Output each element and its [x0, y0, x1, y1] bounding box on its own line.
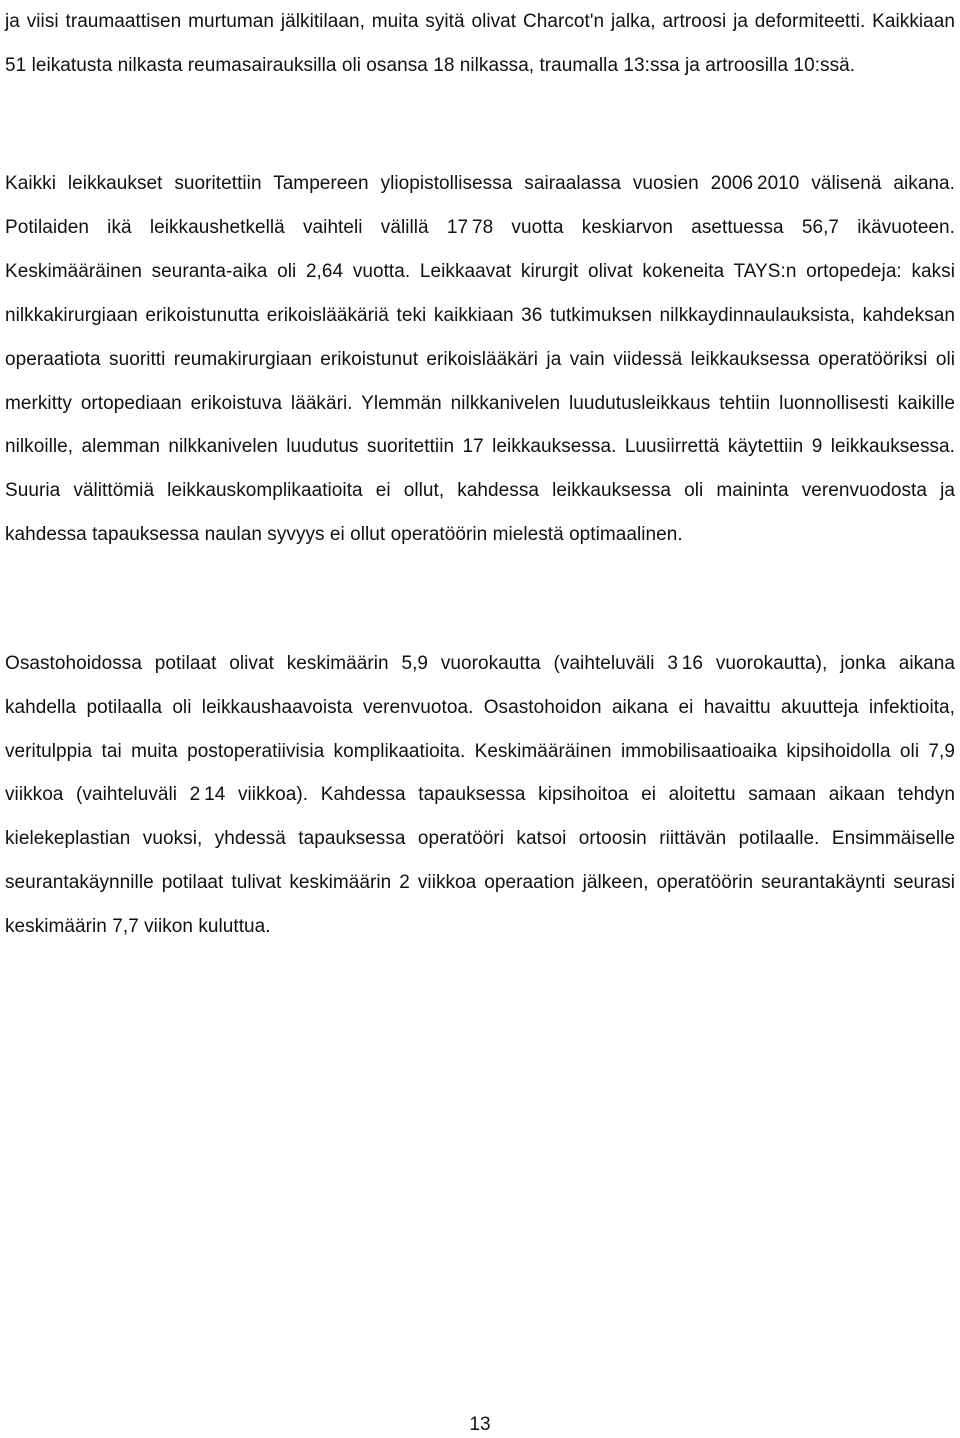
paragraph-etiology: ja viisi traumaattisen murtuman jälkitilaan, muita syitä olivat Charcot'n jalka, artroosi ja deformiteetti. Kaikkiaan 51 leikatusta nilkasta reumasairauksilla oli osansa 18 nilkassa, traumalla 13:ssa ja artroosilla 10:ssä.	[5, 11, 955, 76]
page-number: 13	[469, 1414, 491, 1435]
paragraph-postoperative-care: Osastohoidossa potilaat olivat keskimäärin 5,9 vuorokautta (vaihteluväli 3 16 vuorokautta), jonka aikana kahdella potilaalla oli leikkaushaavoista verenvuotoa. Osastohoidon aikana ei havaittu akuutteja infektioita, veritulppia tai muita postoperatiivisia komplikaatioita. Keskimääräinen immobilisaatioaika kipsihoidolla oli 7,9 viikkoa (vaihteluväli 2 14 viikkoa). Kahdessa tapauksessa kipsihoitoa ei aloitettu samaan aikaan tehdyn kielekeplastian vuoksi, yhdessä tapauksessa operatööri katsoi ortoosin riittävän potilaalle. Ensimmäiselle seurantakäynnille potilaat tulivat keskimäärin 2 viikkoa operaation jälkeen, operatöörin seurantakäynti seurasi keskimäärin 7,7 viikon kuluttua.	[5, 653, 955, 937]
paragraph-surgery-details: Kaikki leikkaukset suoritettiin Tampereen yliopistollisessa sairaalassa vuosien 2006 2010 välisenä aikana. Potilaiden ikä leikkaushetkellä vaihteli välillä 17 78 vuotta keskiarvon asettuessa 56,7 ikävuoteen. Keskimääräinen seuranta-aika oli 2,64 vuotta. Leikkaavat kirurgit olivat kokeneita TAYS:n ortopedeja: kaksi nilkkakirurgiaan erikoistunutta erikoislääkäriä teki kaikkiaan 36 tutkimuksen nilkkaydinnaulauksista, kahdeksan operaatiota suoritti reumakirurgiaan erikoistunut erikoislääkäri ja vain viidessä leikkauksessa operatööriksi oli merkitty ortopediaan erikoistuva lääkäri. Ylemmän nilkkanivelen luudutusleikkaus tehtiin luonnollisesti kaikille nilkoille, alemman nilkkanivelen luudutus suoritettiin 17 leikkauksessa. Luusiirrettä käytettiin 9 leikkauksessa. Suuria välittömiä leikkauskomplikaatioita ei ollut, kahdessa leikkauksessa oli maininta verenvuodosta ja kahdessa tapauksessa naulan syvyys ei ollut operatöörin mielestä optimaalinen.	[5, 173, 955, 546]
